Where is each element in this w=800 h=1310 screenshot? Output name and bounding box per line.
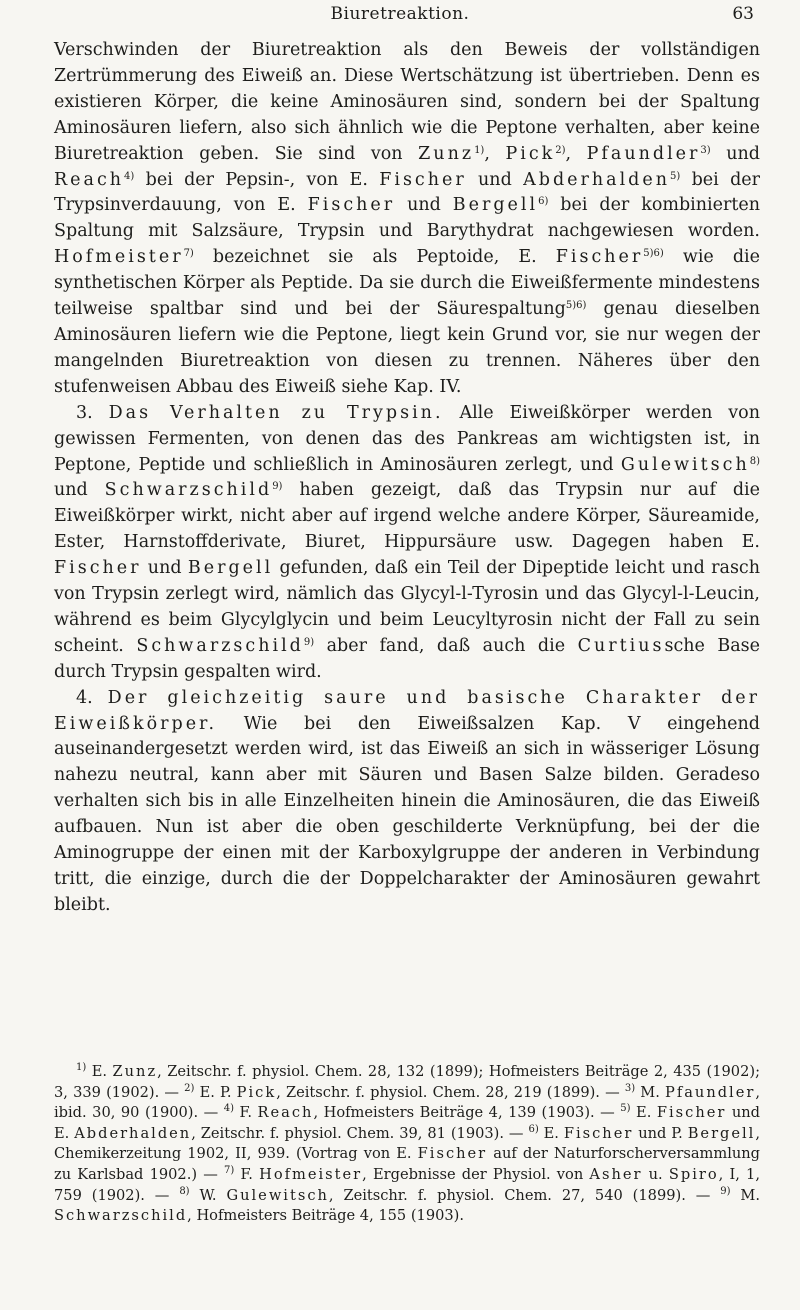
spaced-term: Fischer <box>417 1145 488 1163</box>
spaced-term: Asher <box>589 1165 643 1183</box>
spaced-term: Pfaundler <box>586 143 701 164</box>
spaced-term: Fischer <box>555 247 644 268</box>
footnote-marker: 2) <box>184 1082 195 1094</box>
footnote-marker: 3) <box>624 1082 636 1094</box>
footnote-marker: 8) <box>179 1185 190 1197</box>
spaced-term: Der gleichzeitig saure und basische Charakter der Eiweißkörper. <box>54 687 760 734</box>
footnote-marker: 5) <box>565 300 577 312</box>
footnote-marker: 5) <box>670 170 681 182</box>
footnote-marker: 1) <box>474 144 485 156</box>
footnote-marker: 5) <box>643 248 654 260</box>
paragraph-trypsin: 3. Das Verhalten zu Trypsin. Alle Eiweißkörper werden von gewissen Fermenten, von denen das des Pankreas am wichtigsten ist, in Peptone, Peptide und schließlich in Aminosäuren zerlegt, und Gulewitsch$^{8)}$ und Schwarzschild$^{9)}$ haben gezeigt, daß das Trypsin nur auf die Eiweißkörper wirkt, nicht aber auf irgend welche andere Körper, Säureamide, Ester, Harnstoffderivate, Biuret, Hippursäure usw. Dagegen haben E. Fischer und Bergell gefunden, daß ein Teil der Dipeptide leicht und rasch von Trypsin zerlegt wird, nämlich das Glycyl-l-Tyrosin und das Glycyl-l-Leucin, während es beim Glycylglycin und beim Leucyltyrosin nicht der Fall zu sein scheint. Schwarzschild$^{9)}$ aber fand, daß auch die Curtiussche Base durch Trypsin gespalten wird. <box>54 402 761 682</box>
footnote-marker: 9) <box>303 636 315 648</box>
footnote-marker: 4) <box>223 1103 235 1115</box>
spaced-term: Hofmeister <box>54 247 184 268</box>
footnote-marker: 7) <box>224 1164 235 1176</box>
spaced-term: Fischer <box>379 169 467 190</box>
page-number: 63 <box>732 4 754 24</box>
footnote-block: $^{1)}$ E. Zunz, Zeitschr. f. physiol. Chem. 28, 132 (1899); Hofmeisters Beiträge 2, 435 (1902); 3, 339 (1902). — $^{2)}$ E. P. Pick, Zeitschr. f. physiol. Chem. 28, 219 (1899). — $^{3)}$ M. Pfaundler, ibid. 30, 90 (1900). — $^{4)}$ F. Reach, Hofmeisters Beiträge 4, 139 (1903). — $^{5)}$ E. Fischer und E. Abderhalden, Zeitschr. f. physiol. Chem. 39, 81 (1903). — $^{6)}$ E. Fischer und P. Bergell, Chemikerzeitung 1902, II, 939. (Vortrag von E. Fischer auf der Naturforscherversammlung zu Karlsbad 1902.) — $^{7)}$ F. Hofmeister, Ergebnisse der Physiol. von Asher u. Spiro, I, 1, 759 (1902). — $^{8)}$ W. Gulewitsch, Zeitschr. f. physiol. Chem. 27, 540 (1899). — $^{9)}$ M. Schwarzschild, Hofmeisters Beiträge 4, 155 (1903). <box>54 1062 760 1225</box>
footnote-marker: 6) <box>653 248 664 260</box>
spaced-term: Das Verhalten zu Trypsin. <box>108 402 444 423</box>
spaced-term: Fischer <box>563 1124 634 1142</box>
spaced-term: Abderhalden <box>523 169 671 190</box>
spaced-term: Reach <box>54 169 125 190</box>
running-title: Biuretreaktion. <box>330 4 470 24</box>
spaced-term: Schwarzschild <box>54 1207 188 1225</box>
footnote-marker: 6) <box>576 300 587 312</box>
footnote-marker: 4) <box>124 170 135 182</box>
spaced-term: Zunz <box>418 143 475 164</box>
spaced-term: Reach <box>257 1104 314 1122</box>
spaced-term: Fischer <box>54 558 142 579</box>
spaced-term: Fischer <box>656 1104 727 1122</box>
footnote-marker: 6) <box>528 1123 539 1135</box>
spaced-term: Bergell <box>452 195 539 216</box>
spaced-term: Pick <box>505 143 556 164</box>
footnote-marker: 1) <box>76 1062 87 1073</box>
footnote-marker: 2) <box>555 144 566 156</box>
spaced-term: Spiro <box>668 1165 719 1183</box>
footnotes <box>54 1062 760 1227</box>
spaced-term: Gulewitsch <box>226 1186 329 1204</box>
spaced-term: Pfaundler <box>665 1083 756 1101</box>
spaced-term: Schwarzschild <box>136 635 304 656</box>
spaced-term: Bergell <box>187 558 274 579</box>
footnote-marker: 3) <box>700 144 711 156</box>
spaced-term: Curtius <box>577 635 665 656</box>
spaced-term: Fischer <box>307 195 396 216</box>
running-header <box>0 4 800 34</box>
footnote-marker: 8) <box>749 455 760 467</box>
footnote-marker: 7) <box>183 248 194 260</box>
spaced-term: Bergell <box>687 1124 756 1142</box>
spaced-term: Zunz <box>112 1063 158 1080</box>
footnote-marker: 9) <box>720 1185 731 1197</box>
paragraph-acid-base: 4. Der gleichzeitig saure und basische Charakter der Eiweißkörper. Wie bei den Eiweißsalzen Kap. V eingehend auseinandergesetzt werden wird, ist das Eiweiß an sich in wässeriger Lösung nahezu neutral, kann aber mit Säuren und Basen Salze bilden. Geradeso verhalten sich bis in alle Einzelheiten hinein die Aminosäuren, die das Eiweiß aufbauen. Nun ist aber die oben geschilderte Verknüpfung, bei der die Aminogruppe der einen mit der Karboxylgruppe der anderen in Verbindung tritt, die einzige, durch die der Doppelcharakter der Aminosäuren gewahrt bleibt. <box>54 687 760 915</box>
spaced-term: Schwarzschild <box>104 480 273 501</box>
footnote-marker: 5) <box>620 1103 631 1115</box>
spaced-term: Pick <box>236 1083 277 1101</box>
main-text <box>54 38 760 919</box>
footnote-marker: 9) <box>272 481 283 493</box>
paragraph-biuret: Verschwinden der Biuretreaktion als den Beweis der vollständigen Zertrümmerung des Eiweiß an. Diese Wertschätzung ist übertrieben. Denn es existieren Körper, die keine Aminosäuren sind, sondern bei der Spaltung Aminosäuren liefern, also sich ähnlich wie die Peptone verhalten, aber keine Biuretreaktion geben. Sie sind von Zunz$^{1)}$, Pick$^{2)}$, Pfaundler$^{3)}$ und Reach$^{4)}$ bei der Pepsin-, von E. Fischer und Abderhalden$^{5)}$ bei der Trypsinverdauung, von E. Fischer und Bergell$^{6)}$ bei der kombinierten Spaltung mit Salzsäure, Trypsin und Barythydrat nachgewiesen worden. Hofmeister$^{7)}$ bezeichnet sie als Peptoide, E. Fischer$^{5)6)}$ wie die synthetischen Körper als Peptide. Da sie durch die Eiweißfermente mindestens teilweise spaltbar sind und bei der Säurespaltung$^{5)6)}$ genau dieselben Aminosäuren liefern wie die Peptone, liegt kein Grund vor, sie nur wegen der mangelnden Biuretreaktion von diesen zu trennen. Näheres über den stufenweisen Abbau des Eiweiß siehe Kap. IV. <box>54 40 761 397</box>
spaced-term: Abderhalden <box>74 1124 192 1142</box>
footnote-marker: 6) <box>538 196 549 208</box>
spaced-term: Hofmeister <box>259 1165 363 1183</box>
spaced-term: Gulewitsch <box>620 454 750 475</box>
